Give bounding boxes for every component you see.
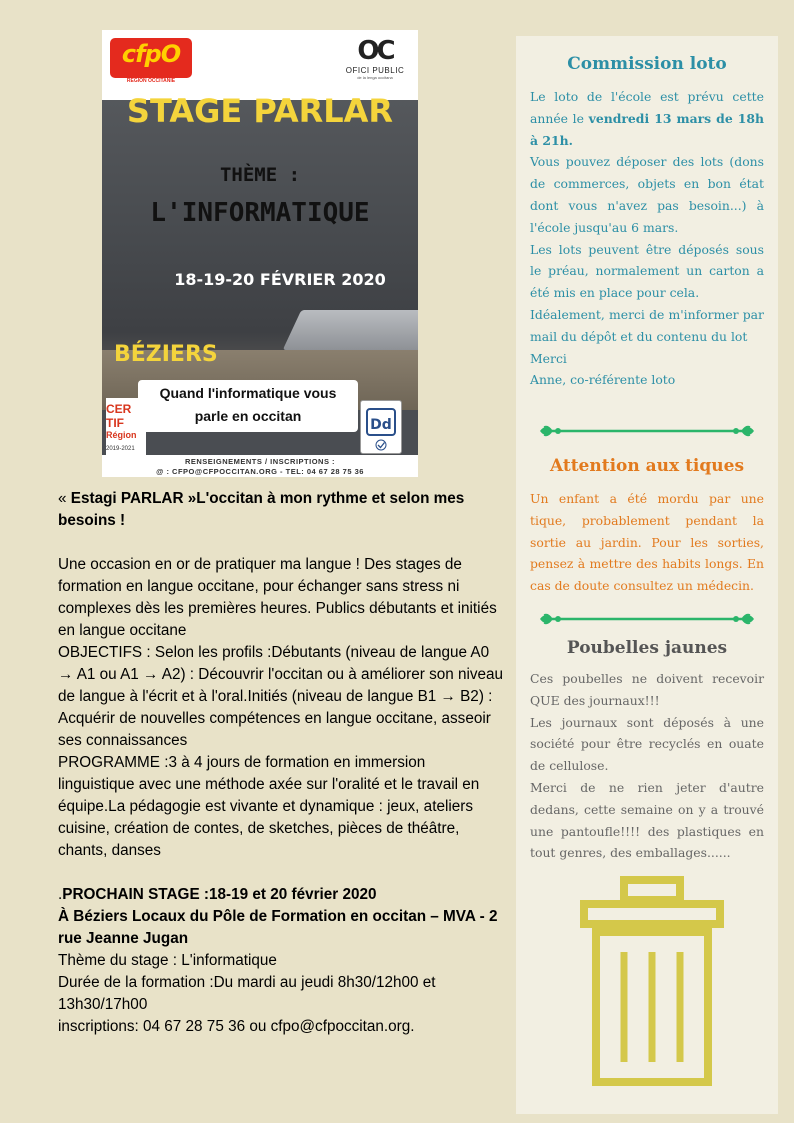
- oc-logo-subtitle: de la lenga occitana: [357, 75, 393, 80]
- ornamental-divider-icon: [538, 610, 756, 628]
- poster-contact-line1: RENSEIGNEMENTS / INSCRIPTIONS :: [184, 457, 336, 466]
- tiques-body: [530, 488, 764, 597]
- loto-paragraph-2: Vous pouvez déposer des lots (dons de commerces, objets en bon état dont vous n'avez pas besoin...) à l'école jusqu'au 6 mars.: [530, 154, 764, 235]
- poubelles-paragraph-1: Ces poubelles ne doivent recevoir QUE des journaux!!!: [530, 671, 764, 708]
- oc-logo-mark: OC: [357, 36, 393, 66]
- article-programme: PROGRAMME :3 à 4 jours de formation en immersion linguistique avec une méthode axée sur l'oralité et le travail en équipe.La pédagogie est vivante et dynamique : jeux, ateliers cuisine, création de contes, de sketches, pièces de théâtre, chants, danses: [58, 754, 480, 859]
- svg-text:Dd: Dd: [370, 417, 392, 433]
- loto-paragraph-4: Idéalement, merci de m'informer par mail du dépôt et du contenu du lot: [530, 306, 764, 344]
- cert-line1: CER: [106, 402, 132, 416]
- loto-paragraph-1: [530, 86, 764, 151]
- poster-theme: L'INFORMATIQUE: [150, 198, 370, 228]
- article-title: [58, 488, 504, 532]
- article-next-stage: [58, 884, 504, 906]
- article-intro: Une occasion en or de pratiquer ma langue ! Des stages de formation en langue occitane, pour échanger sans stress ni complexes dès les premières heures. Publics débutants et initiés en langue occitane: [58, 556, 497, 639]
- cfpo-logo: cfpO: [110, 38, 192, 78]
- cert-line4: 2019-2021: [106, 446, 135, 452]
- poster-theme-label: THÈME :: [219, 164, 301, 186]
- cert-line3: Région: [106, 430, 137, 440]
- trash-bin-icon: [578, 876, 726, 1090]
- cfpo-logo-subtitle: RÉGION OCCITANIE: [126, 78, 176, 84]
- location-text: À Béziers Locaux du Pôle de Formation en occitan – MVA - 2 rue Jeanne Jugan: [58, 908, 498, 947]
- article-objectifs: OBJECTIFS : Selon les profils :Débutants (niveau de langue A0 → A1 ou A1 → A2) : Découvrir l'occitan ou à améliorer son niveau de langue à l'écrit et à l'oral.Initiés (niveau de langue B1 → B2) : Acquérir de nouvelles compétences en langue occitane, asseoir ses connaissances: [58, 644, 504, 749]
- loto-title: Commission loto: [567, 54, 727, 74]
- quote-mark: «: [58, 490, 71, 507]
- article-title-text: Estagi PARLAR »L'occitan à mon rythme et selon mes besoins !: [58, 490, 465, 529]
- poubelles-body: [530, 668, 764, 864]
- article-theme: Thème du stage : L'informatique: [58, 952, 277, 969]
- stage-article: [58, 488, 504, 1038]
- poster-contact-line2: @ : CFPO@CFPOCCITAN.ORG - TEL: 04 67 28 75 36: [156, 467, 364, 476]
- next-stage-text: PROCHAIN STAGE :18-19 et 20 février 2020: [62, 886, 377, 903]
- next-stage-dot: .: [58, 886, 63, 903]
- laptop-image: [283, 310, 418, 350]
- tiques-title: Attention aux tiques: [549, 456, 745, 476]
- loto-signature: Anne, co-référente loto: [530, 372, 676, 388]
- oc-logo-name: OFICI PUBLIC: [345, 66, 405, 75]
- poubelles-paragraph-2: Les journaux sont déposés à une société pour être recyclés en ouate de cellulose.: [530, 714, 764, 774]
- article-location: [58, 906, 504, 950]
- ofici-public-logo: [342, 36, 408, 88]
- ornamental-divider-icon: [538, 422, 756, 440]
- poster-tagline-line2: parle en occitan: [194, 408, 302, 424]
- poster-title: STAGE PARLAR: [126, 92, 394, 130]
- news-sidebar: [516, 36, 778, 1114]
- poster-tagline-line1: Quand l'informatique vous: [159, 385, 337, 401]
- tiques-paragraph: Un enfant a été mordu par une tique, probablement pendant la sortie au jardin. Pour les sorties, pensez à mettre des habits longs. En cas de doute consultez un médecin.: [530, 491, 764, 594]
- loto-date: vendredi 13 mars de 18h à 21h.: [530, 110, 765, 148]
- loto-paragraph-3: Les lots peuvent être déposés sous le préau, normalement un carton a été mis en place pour cela.: [530, 241, 764, 301]
- cert-line2: TIF: [106, 416, 124, 430]
- article-inscriptions: inscriptions: 04 67 28 75 36 ou cfpo@cfpoccitan.org.: [58, 1018, 415, 1035]
- poubelles-paragraph-3: Merci de ne rien jeter d'autre dedans, cette semaine on y a trouvé une pantoufle!!!! des plastiques en tout genres, des emballages......: [530, 779, 764, 861]
- poster-city: BÉZIERS: [114, 342, 218, 367]
- loto-body: [530, 86, 764, 391]
- certification-logo: [106, 398, 146, 458]
- poster-dates: 18-19-20 FÉVRIER 2020: [174, 270, 386, 289]
- loto-paragraph-5: Merci: [530, 350, 567, 366]
- poubelles-title: Poubelles jaunes: [566, 638, 728, 658]
- datadock-icon: [360, 400, 402, 454]
- article-duration: Durée de la formation :Du mardi au jeudi 8h30/12h00 et 13h30/17h00: [58, 974, 436, 1013]
- stage-parlar-poster: [102, 30, 418, 477]
- loto-p1-text: Le loto de l'école est prévu cette année le: [530, 89, 764, 126]
